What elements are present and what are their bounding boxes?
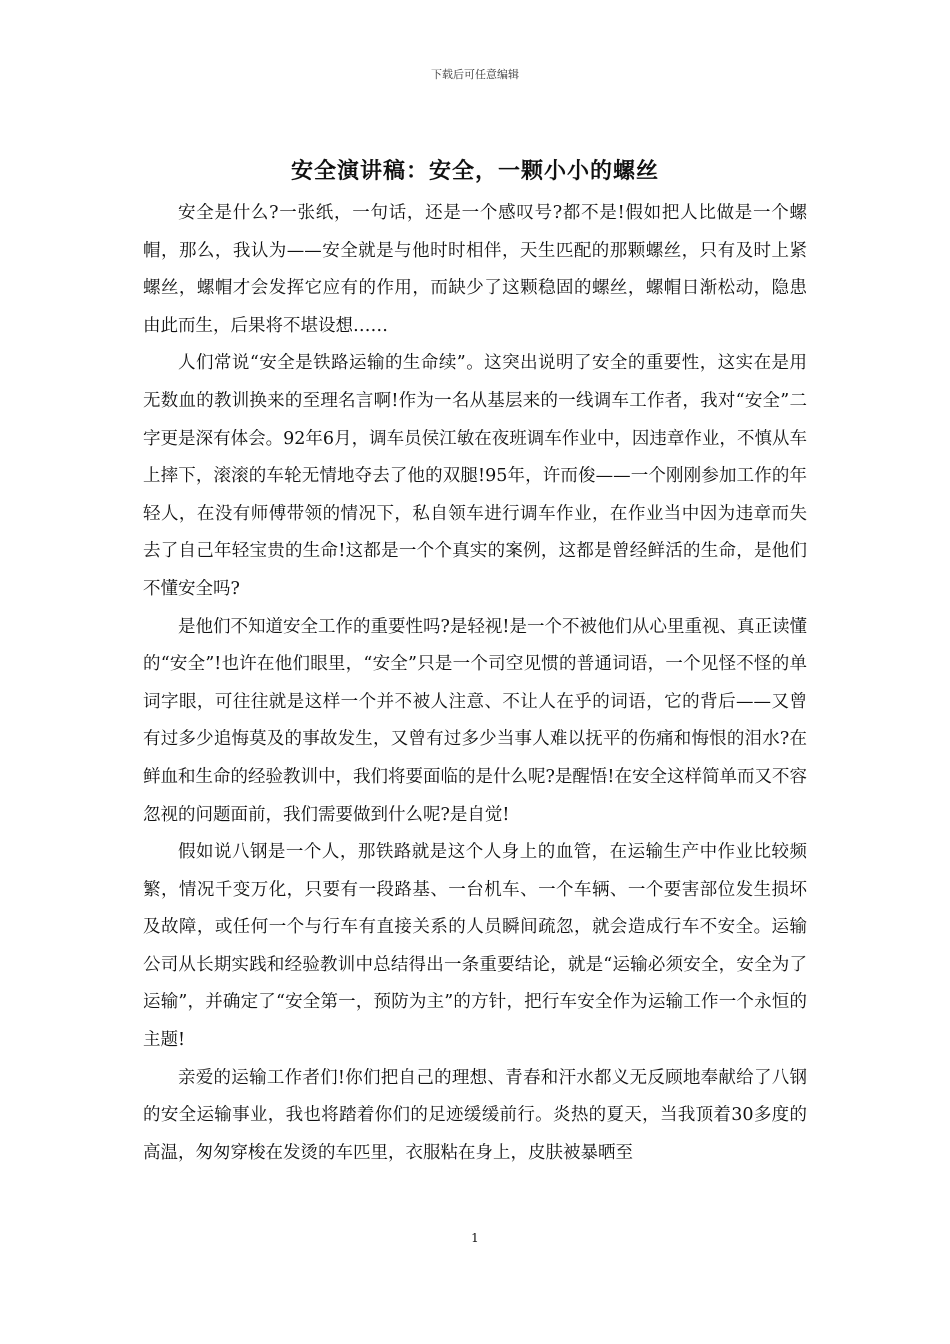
- document-title: 安全演讲稿：安全，一颗小小的螺丝: [290, 158, 659, 184]
- paragraph: 安全是什么?一张纸，一句话，还是一个感叹号?都不是!假如把人比做是一个螺帽，那么，我认为——安全就是与他时时相伴，天生匹配的那颗螺丝，只有及时上紧螺丝，螺帽才会发挥它应有的作用，而缺少了这颗稳固的螺丝，螺帽日渐松动，隐患由此而生，后果将不堪设想……: [143, 203, 807, 336]
- paragraph: 亲爱的运输工作者们!你们把自己的理想、青春和汗水都义无反顾地奉献给了八钢的安全运输事业，我也将踏着你们的足迹缓缓前行。炎热的夏天，当我顶着30多度的高温，匆匆穿梭在发烫的车匹里，衣服粘在身上，皮肤被暴晒至: [143, 1067, 807, 1163]
- paragraph: 是他们不知道安全工作的重要性吗?是轻视!是一个不被他们从心里重视、真正读懂的“安全”!也许在他们眼里，“安全”只是一个司空见惯的普通词语，一个见怪不怪的单词字眼，可往往就是这样一个并不被人注意、不让人在乎的词语，它的背后——又曾有过多少追悔莫及的事故发生，又曾有过多少当事人难以抚平的伤痛和悔恨的泪水?在鲜血和生命的经验教训中，我们将要面临的是什么呢?是醒悟!在安全这样简单而又不容忽视的问题面前，我们需要做到什么呢?是自觉!: [143, 616, 807, 825]
- document-body: [143, 195, 807, 1172]
- page-number: 1: [471, 1231, 479, 1245]
- paragraph: 假如说八钢是一个人，那铁路就是这个人身上的血管，在运输生产中作业比较频繁，情况千变万化，只要有一段路基、一台机车、一个车辆、一个要害部位发生损坏及故障，或任何一个与行车有直接关系的人员瞬间疏忽，就会造成行车不安全。运输公司从长期实践和经验教训中总结得出一条重要结论，就是“运输必须安全，安全为了运输”，并确定了“安全第一，预防为主”的方针，把行车安全作为运输工作一个永恒的主题!: [143, 842, 807, 1051]
- page-header: 下载后可任意编辑: [431, 68, 519, 81]
- paragraph: 人们常说“安全是铁路运输的生命续”。这突出说明了安全的重要性，这实在是用无数血的教训换来的至理名言啊!作为一名从基层来的一线调车工作者，我对“安全”二字更是深有体会。92年6月，调车员侯江敏在夜班调车作业中，因违章作业，不慎从车上摔下，滚滚的车轮无情地夺去了他的双腿!95年，许而俊——一个刚刚参加工作的年轻人，在没有师傅带领的情况下，私自领车进行调车作业，在作业当中因为违章而失去了自己年轻宝贵的生命!这都是一个个真实的案例，这都是曾经鲜活的生命，是他们不懂安全吗?: [143, 353, 807, 599]
